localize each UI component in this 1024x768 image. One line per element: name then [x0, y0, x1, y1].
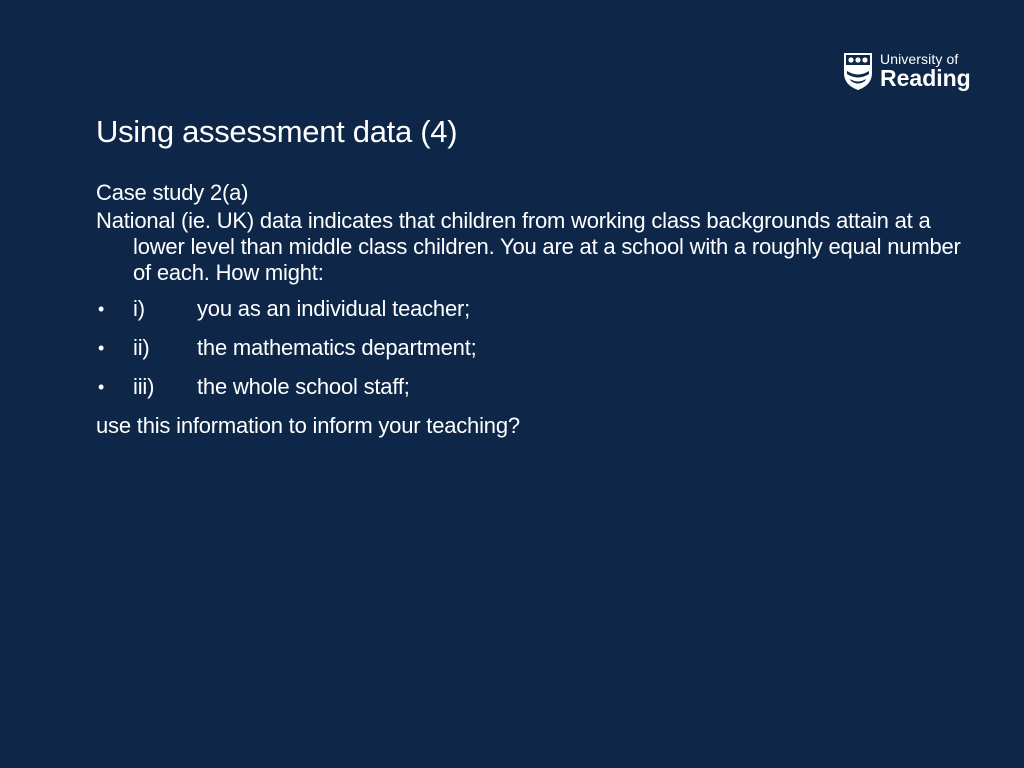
logo-text-line2: Reading: [880, 65, 971, 91]
item-number: iii): [133, 374, 155, 399]
bullet-icon: •: [98, 377, 105, 397]
bullet-icon: •: [98, 299, 105, 319]
item-text: you as an individual teacher;: [197, 296, 471, 321]
item-number: ii): [133, 335, 150, 360]
list-item: [96, 296, 966, 322]
item-text: the whole school staff;: [197, 374, 410, 399]
university-logo: [842, 48, 982, 94]
university-crest-icon: [842, 51, 874, 91]
logo-text-line1: University of: [880, 51, 959, 67]
list-item: [96, 335, 966, 361]
intro-paragraph: National (ie. UK) data indicates that children from working class backgrounds attain at a lower level than middle class children. You are at a school with a roughly equal number of each. How might:: [96, 208, 961, 285]
item-text: the mathematics department;: [197, 335, 477, 360]
case-study-label: Case study 2(a): [96, 180, 249, 205]
item-number: i): [133, 296, 145, 321]
slide-title: Using assessment data (4): [96, 114, 458, 149]
closing-question: use this information to inform your teaching?: [96, 413, 520, 438]
bullet-icon: •: [98, 338, 105, 358]
list-item: [96, 374, 966, 400]
slide-body: [96, 180, 966, 439]
bullet-list: [96, 296, 966, 400]
